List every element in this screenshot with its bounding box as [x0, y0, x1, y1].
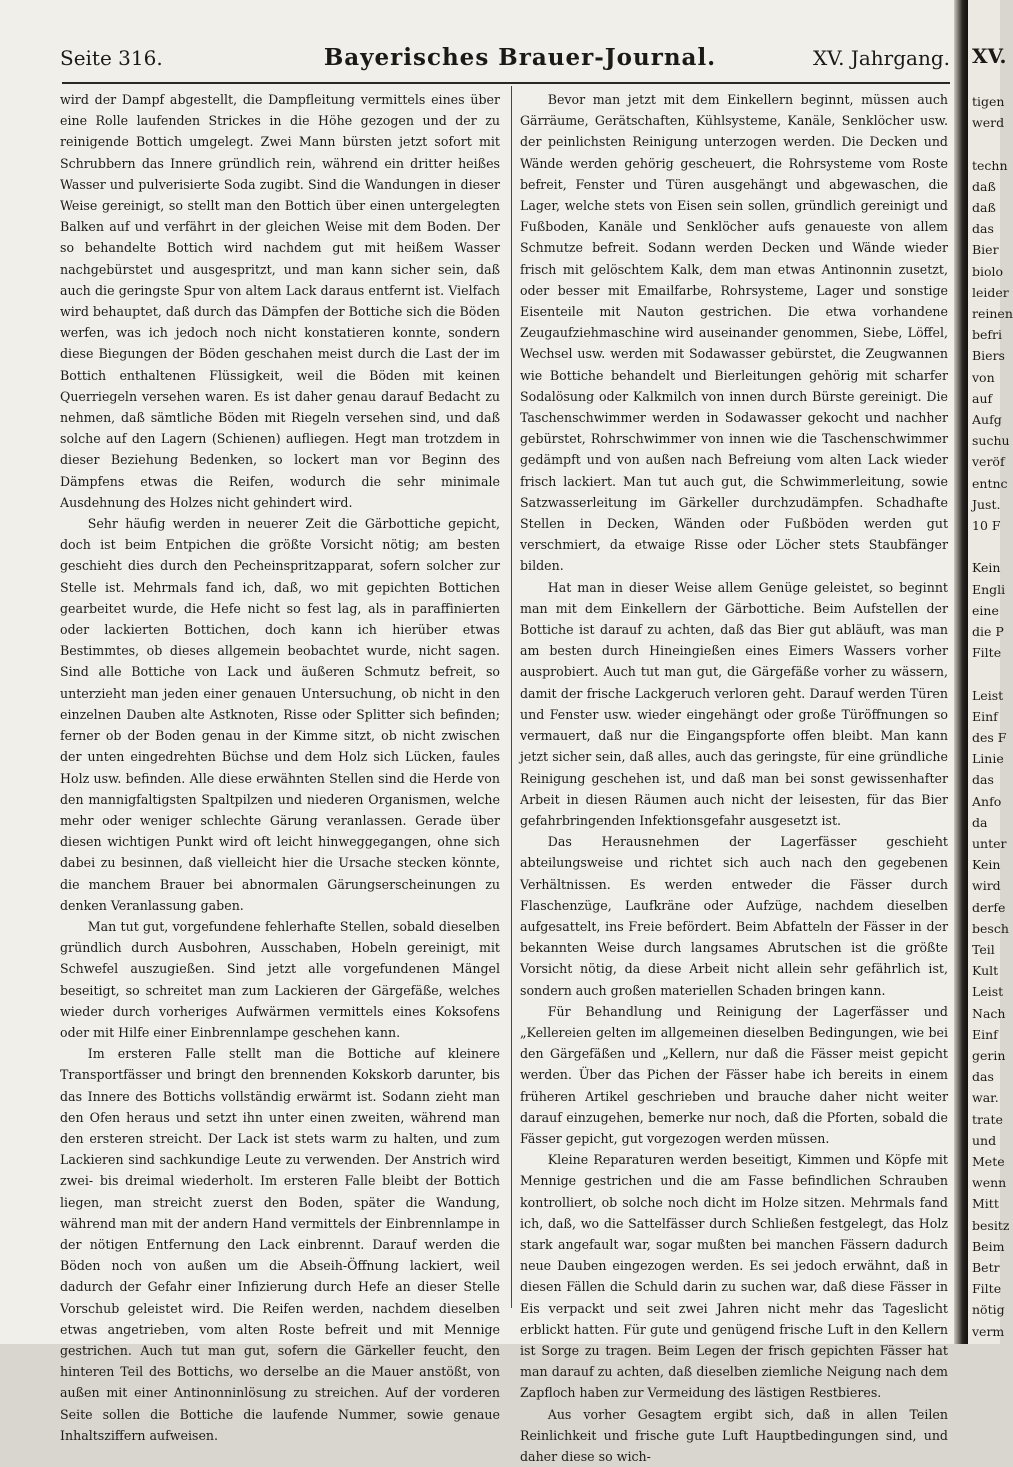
header-rule	[62, 82, 950, 84]
next-page-line: befri	[972, 327, 1002, 343]
next-page-line: nötig	[972, 1302, 1005, 1318]
next-page-line: gerin	[972, 1048, 1006, 1063]
next-page-line: wenn	[972, 1175, 1007, 1191]
next-page-line: Linie	[972, 751, 1004, 767]
next-page-line: Leist	[972, 984, 1004, 1000]
right-column	[520, 89, 948, 1467]
next-page-line: besitz	[972, 1217, 1010, 1233]
paragraph: Man tut gut, vorgefundene fehlerhafte Stellen, sobald dieselben gründlich durch Ausbohren, Ausschaben, Hobeln gereinigt, mit Schwefel auszugießen. Sind jetzt alle vorgefundenen Mängel beseitigt, so schreitet man zum Lackieren der Gärgefäße, welches wieder durch vorheriges Aufwärmen vermittels eines Koksofens oder mit Hilfe einer Einbrennlampe geschehen kann.	[60, 918, 500, 1040]
paragraph: Sehr häufig werden in neuerer Zeit die Gärbottiche gepicht, doch ist beim Entpichen die größte Vorsicht nötig; am besten geschieht dies durch den Pecheinspritzapparat, sofern solcher zur Stelle ist. Mehrmals fand ich, daß, wo mit gepichten Bottichen gearbeitet wurde, die Hefe nicht so fest lag, als in paraffinierten oder lackierten Bottichen, doch kann ich hierüber etwas Bestimmtes, ob dieses allgemein beobachtet wurde, nicht sagen. Sind alle Bottiche von Lack und äußeren Schmutz befreit, so unterzieht man jeden einer genauen Untersuchung, ob nicht in den einzelnen Dauben alte Astknoten, Risse oder Splitter sich befinden; ferner ob der Boden genau in der Kimme sitzt, ob nicht zwischen der unten eingedrehten Büchse und dem Holz sich Lücken, faules Holz usw. befinden. Alle diese erwähnten Stellen sind die Herde von den mannigfaltigsten Spaltpilzen und niederen Organismen, welche mehr oder weniger schlechte Gärung veranlassen. Gerade über diesen wichtigen Punkt wird oft leicht hinweggegangen, ohne sich dabei zu besinnen, daß vielleicht hier die Ursache stecken könnte, die manchem Brauer bei abnormalen Gärungserscheinungen zu denken Veranlassung gaben.	[60, 516, 500, 913]
next-page-line: 10 F	[972, 518, 1001, 533]
next-page-line: Filte	[972, 645, 1002, 661]
next-page-line: Just.	[972, 496, 1001, 512]
next-page-line: werd	[972, 115, 1005, 131]
next-page-line: des F	[972, 730, 1007, 745]
next-page-line: Beim	[972, 1238, 1005, 1254]
next-page-line: Mete	[972, 1154, 1005, 1169]
next-page-line: das	[972, 1069, 994, 1085]
next-page-line: eine	[972, 602, 999, 618]
next-page-line: Betr	[972, 1260, 1000, 1275]
next-page-line: war.	[972, 1090, 999, 1106]
left-column	[60, 89, 500, 1446]
next-page-line: die P	[972, 624, 1004, 639]
journal-title: Bayerisches Brauer-Journal.	[323, 44, 717, 71]
next-page-line: verm	[972, 1323, 1005, 1339]
book-gutter	[954, 0, 968, 1344]
next-page-line: Mitt	[972, 1196, 999, 1212]
next-page-line: da	[972, 814, 988, 830]
next-page-line: veröf	[972, 454, 1005, 470]
next-page-line: daß	[972, 178, 996, 194]
next-page-line: techn	[972, 157, 1008, 173]
next-page-line: Aufg	[972, 412, 1002, 427]
next-page-volume: XV.	[972, 44, 1007, 68]
next-page-line: Einf	[972, 708, 998, 724]
paragraph: Kleine Reparaturen werden beseitigt, Kimmen und Köpfe mit Mennige gestrichen und die am Fasse befindlichen Schrauben kontrolliert, ob solche noch dicht im Holze sitzen. Mehrmals fand ich, daß, wo die Sattelfässer durch Schließen festgelegt, das Holz stark angefault war, sogar mußten bei manchen Fässern dadurch neue Dauben eingezogen werden. Es sei jedoch erwähnt, daß in diesen Fällen die Schuld darin zu suchen war, daß diese Fässer in Eis verpackt und seit zwei Jahren nicht mehr das Tageslicht erblickt hatten. Für gute und genügend frische Luft in den Kellern ist Sorge zu tragen. Beim Legen der frisch gepichten Fässer hat man darauf zu achten, daß dieselben ziemliche Neigung nach dem Zapfloch haben zur Vermeidung des lästigen Restbieres.	[520, 1152, 948, 1401]
next-page-line: tigen	[972, 94, 1005, 109]
next-page-line: reinen	[972, 306, 1013, 321]
next-page-line: leider	[972, 284, 1009, 300]
paragraph: Hat man in dieser Weise allem Genüge geleistet, so beginnt man mit dem Einkellern der Gärbottiche. Beim Aufstellen der Bottiche ist darauf zu achten, daß das Bier gut abläuft, was man am besten durch Hineingießen eines Eimers Wassers vorher ausprobiert. Auch tut man gut, die Gärgefäße vorher zu wässern, damit der frische Lackgeruch verloren geht. Darauf werden Türen und Fenster usw. wieder eingehängt oder große Türöffnungen so vermauert, daß nur die Eingangspforte offen bleibt. Man kann jetzt sicher sein, daß alles, auch das geringste, für eine gründliche Reinigung geschehen ist, und daß man bei sonst gewissenhafter Arbeit in diesen Räumen auch nicht der leisesten, für das Bier gefahrbringenden Infektionsgefahr ausgesetzt ist.	[520, 579, 948, 828]
next-page-line: Einf	[972, 1026, 998, 1042]
next-page-line: Biers	[972, 348, 1005, 364]
volume-label: XV. Jahrgang.	[812, 46, 950, 70]
next-page-line: entnc	[972, 475, 1008, 491]
next-page-line: biolo	[972, 263, 1004, 279]
next-page-line: Engli	[972, 581, 1006, 597]
paragraph: Aus vorher Gesagtem ergibt sich, daß in allen Teilen Reinlichkeit und frische gute Luft Hauptbedingungen sind, und daher diese so wich-	[520, 1406, 948, 1464]
next-page-line: Bier	[972, 242, 999, 258]
next-page-line: derfe	[972, 899, 1006, 915]
next-page-line: trate	[972, 1111, 1003, 1127]
next-page-line: Kein	[972, 560, 1001, 576]
next-page-line: und	[972, 1132, 997, 1148]
next-page-line: das	[972, 221, 994, 237]
next-page-line: Anfo	[972, 793, 1002, 809]
next-page-line: Teil	[972, 942, 995, 957]
next-page-line: das	[972, 772, 994, 788]
next-page-line: auf	[972, 390, 993, 406]
next-page-line: Filte	[972, 1281, 1002, 1297]
paragraph: Im ersteren Falle stellt man die Bottiche auf kleinere Transportfässer und bringt den brennenden Kokskorb darunter, bis das Innere des Bottichs vollständig erwärmt ist. Sodann zieht man den Ofen heraus und setzt ihn unter einen zweiten, während man den ersteren streicht. Der Lack ist stets warm zu halten, und zum Lackieren sind sachkundige Leute zu verwenden. Der Anstrich wird zwei- bis dreimal wiederholt. Im ersteren Falle bleibt der Bottich liegen, man streicht zuerst den Boden, später die Wandung, während man mit der andern Hand vermittels der Einbrennlampe in der nötigen Entfernung den Lack einbrennt. Darauf werden die Böden noch von außen um die Abseih-Öffnung lackiert, weil dadurch der Gefahr einer Infizierung durch Hefe an dieser Stelle Vorschub geleistet wird. Die Reifen werden, nachdem dieselben etwas angetrieben, vom alten Roste befreit und mit Mennige gestrichen. Auch tut man gut, sofern die Gärkeller feucht, den hinteren Teil des Bottichs, wo derselbe an die Mauer anstößt, von außen mit einer Antinonninlösung zu streichen. Auf der vorderen Seite sollen die Bottiche die laufende Nummer, sowie genaue Inhaltsziffern aufweisen.	[60, 1046, 500, 1443]
next-page-line: Leist	[972, 687, 1004, 703]
next-page-line: Nach	[972, 1005, 1006, 1021]
column-divider	[511, 86, 512, 1308]
next-page-line: wird	[972, 878, 1001, 894]
page-number: Seite 316.	[60, 46, 163, 70]
next-page-line: Kult	[972, 963, 999, 979]
next-page-edge	[968, 0, 1013, 1344]
next-page-line: daß	[972, 200, 996, 215]
next-page-line: besch	[972, 920, 1009, 936]
next-page-line: von	[972, 369, 995, 385]
paragraph: Für Behandlung und Reinigung der Lagerfässer und „Kellereien gelten im allgemeinen dieselben Bedingungen, wie bei den Gärgefäßen und „Kellern, nur daß die Fässer meist gepicht werden. Über das Pichen der Fässer habe ich bereits in einem früheren Artikel geschrieben und brauche daher nicht weiter darauf einzugehen, bemerke nur noch, daß die Pforten, sobald die Fässer gepicht, gut vorgezogen werden müssen.	[520, 1003, 948, 1146]
paragraph: Bevor man jetzt mit dem Einkellern beginnt, müssen auch Gärräume, Gerätschaften, Kühlsysteme, Kanäle, Senklöcher usw. der peinlichsten Reinigung unterzogen werden. Die Decken und Wände werden gehörig gescheuert, die Rohrsysteme vom Roste befreit, Fenster und Türen ausgehängt und abgewaschen, die Lager, welche stets von Eisen sein sollen, gründlich gereinigt und Fußboden, Kanäle und Senklöcher aufs genaueste von allem Schmutze befreit. Sodann werden Decken und Wände wieder frisch mit gelöschtem Kalk, dem man etwas Antinonnin zusetzt, oder besser mit Emailfarbe, Rohrsysteme, Lager und sonstige Eisenteile mit Nauton gestrichen. Die etwa vorhandene Zeugaufziehmaschine wird auseinander genommen, Siebe, Löffel, Wechsel usw. werden mit Sodawasser gebürstet, die Zeugwannen wie Bottiche behandelt und Bierleitungen gehörig mit scharfer Sodalösung oder Kalkmilch von innen durch Bürste gereinigt. Die Taschenschwimmer werden in Sodawasser gekocht und nachher gebürstet, Rohrschwimmer von innen wie die Taschenschwimmer gedämpft und von außen nach Befreiung vom alten Lack wieder frisch lackiert. Man tut auch gut, die Schwimmerleitung, sowie Satzwasserleitung im Gärkeller durchzudämpfen. Schadhafte Stellen in Decken, Wänden oder Fußböden werden gut verschmiert, da etwaige Risse oder Löcher stets Staubfänger bilden.	[520, 92, 948, 574]
page-header	[60, 44, 950, 80]
next-page-line: unter	[972, 836, 1007, 851]
next-page-line: suchu	[972, 433, 1010, 449]
paragraph: Das Herausnehmen der Lagerfässer geschieht abteilungsweise und richtet sich auch nach den gegebenen Verhältnissen. Es werden entweder die Fässer durch Flaschenzüge, Laufkräne oder Aufzüge, nachdem dieselben aufgesattelt, ins Freie befördert. Beim Abfatteln der Fässer in der bekannten Weise durch langsames Abrutschen ist die größte Vorsicht nötig, da diese Arbeit nicht allein sehr gefährlich ist, sondern auch großen materiellen Schaden bringen kann.	[520, 834, 948, 998]
next-page-line: Kein	[972, 857, 1001, 873]
paragraph: wird der Dampf abgestellt, die Dampfleitung vermittels eines über eine Rolle laufenden Strickes in die Höhe gezogen und der zu reinigende Bottich umgelegt. Zwei Mann bürsten jetzt sofort mit Schrubbern das Innere gründlich rein, während ein dritter heißes Wasser und pulverisierte Soda zugibt. Sind die Wandungen in dieser Weise gereinigt, so stellt man den Bottich über einen untergelegten Balken auf und verfährt in der gleichen Weise mit dem Boden. Der so behandelte Bottich wird nachdem gut mit heißem Wasser nachgebürstet und ausgespritzt, und man kann sicher sein, daß auch die geringste Spur von altem Lack daraus entfernt ist. Vielfach wird behauptet, daß durch das Dämpfen der Bottiche sich die Böden werfen, was ich jedoch noch nicht konstatieren konnte, sondern diese Biegungen der Böden geschahen meist durch die Last der im Bottich enthaltenen Flüssigkeit, weil die Böden mit keinen Querriegeln versehen waren. Es ist daher genau darauf Bedacht zu nehmen, daß sämtliche Böden mit Riegeln versehen sind, und daß solche auf den Lagern (Schienen) aufliegen. Hegt man trotzdem in dieser Beziehung Bedenken, so lockert man vor Beginn des Dämpfens etwas die Reifen, wodurch die sehr minimale Ausdehnung des Holzes nicht gehindert wird.	[60, 92, 500, 510]
